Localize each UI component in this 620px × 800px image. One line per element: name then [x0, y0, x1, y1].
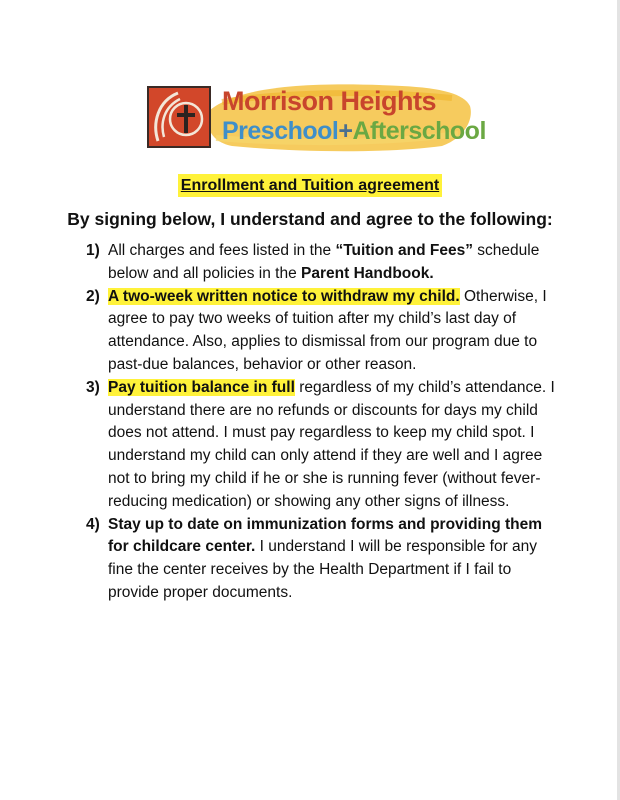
logo-afterschool: Afterschool — [352, 117, 486, 145]
list-item — [86, 377, 556, 514]
cross-emblem-icon — [146, 85, 212, 149]
logo-preschool: Preschool — [222, 117, 339, 145]
document-title: Enrollment and Tuition agreement — [178, 174, 442, 197]
item-highlight: Pay tuition balance in full — [108, 378, 295, 396]
item-bold: Stay up to date on immunization forms and providing them for childcare center. — [108, 515, 543, 556]
item-number: 4) — [86, 515, 100, 533]
item-bold: Parent Handbook. — [301, 264, 434, 282]
document-subtitle: By signing below, I understand and agree to the following: — [67, 209, 553, 229]
item-text: schedule below and all policies in the — [108, 242, 540, 282]
item-number: 2) — [86, 287, 100, 305]
item-bold: “Tuition and Fees” — [335, 242, 473, 259]
list-item — [86, 514, 556, 605]
logo-title: Morrison Heights — [222, 86, 437, 116]
agreement-list — [86, 240, 556, 605]
list-item — [86, 286, 556, 377]
list-item — [86, 240, 556, 286]
logo-plus: + — [338, 117, 353, 145]
item-text: Otherwise, I agree to pay two weeks of tuition after my child’s last day of attendance. Also, applies to dismissal from our program due to past-due balances, behavior or other reason. — [108, 287, 547, 373]
title-wrap — [0, 174, 620, 197]
item-number: 3) — [86, 378, 100, 396]
logo-subtitle — [222, 117, 486, 145]
item-text: All charges and fees listed in the — [108, 242, 336, 259]
item-text: I understand I will be responsible for any fine the center receives by the Health Department if I fail to provide proper documents. — [108, 538, 538, 601]
item-text: regardless of my child’s attendance. I understand there are no refunds or discounts for days my child does not attend. I must pay regardless to keep my child spot. I understand my child can only attend if they are well and I agree not to bring my child if he or she is running fever (without fever-reducing medication) or showing any other signs of illness. — [108, 378, 555, 510]
item-number: 1) — [86, 242, 100, 259]
school-logo — [144, 76, 486, 158]
item-highlight: A two-week written notice to withdraw my child. — [108, 287, 460, 305]
